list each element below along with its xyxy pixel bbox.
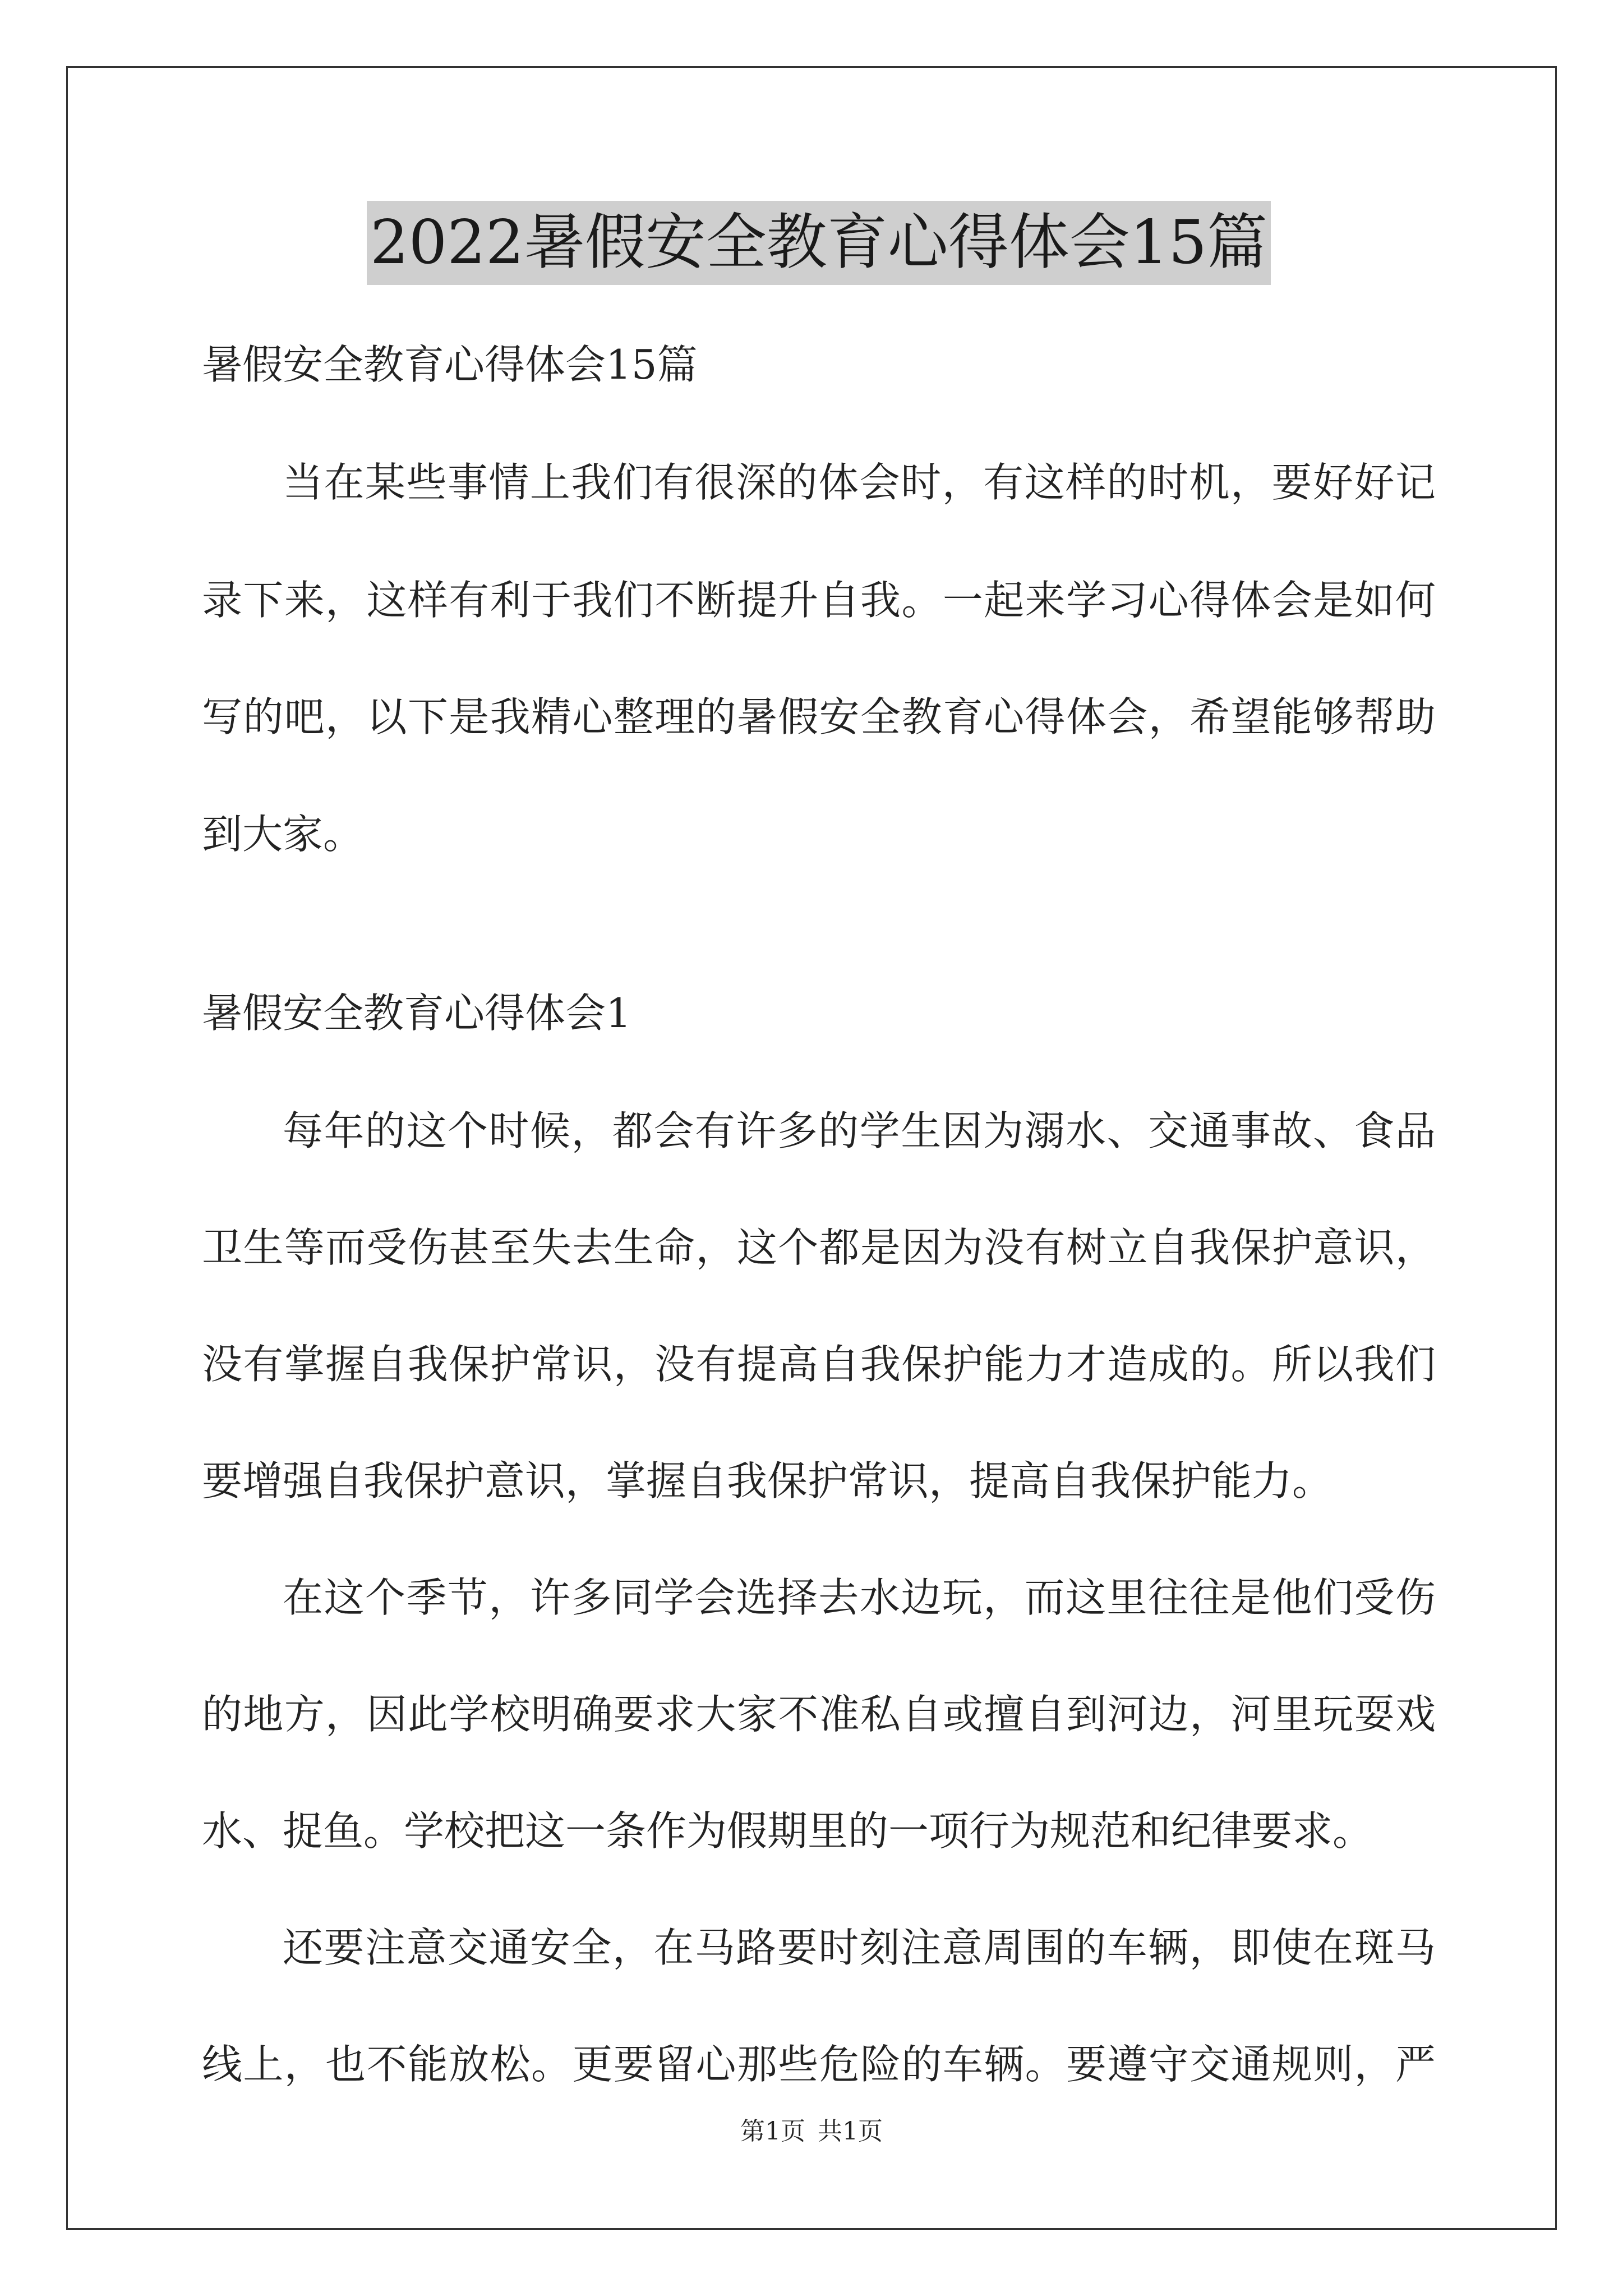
paragraph-line: 要增强自我保护意识，掌握自我保护常识，提高自我保护能力。 bbox=[202, 1457, 1333, 1504]
paragraph-line: 还要注意交通安全，在马路要时刻注意周围的车辆，即使在斑马 bbox=[283, 1924, 1436, 1971]
section-heading: 暑假安全教育心得体会1 bbox=[202, 990, 631, 1037]
paragraph-line: 到大家。 bbox=[202, 811, 364, 858]
paragraph-line: 水、捉鱼。学校把这一条作为假期里的一项行为规范和纪律要求。 bbox=[202, 1807, 1373, 1855]
title-wrapper bbox=[202, 201, 1436, 285]
subtitle-line: 暑假安全教育心得体会15篇 bbox=[202, 341, 698, 388]
paragraph-line: 录下来，这样有利于我们不断提升自我。一起来学习心得体会是如何 bbox=[202, 577, 1436, 624]
paragraph-line: 的地方，因此学校明确要求大家不准私自或擅自到河边，河里玩耍戏 bbox=[202, 1691, 1436, 1738]
paragraph-line: 每年的这个时候，都会有许多的学生因为溺水、交通事故、食品 bbox=[283, 1107, 1436, 1154]
page-number: 第1页 bbox=[740, 2117, 805, 2146]
page-total: 共1页 bbox=[818, 2117, 883, 2146]
paragraph-line: 在这个季节，许多同学会选择去水边玩，而这里往往是他们受伤 bbox=[283, 1574, 1436, 1621]
paragraph-line: 卫生等而受伤甚至失去生命，这个都是因为没有树立自我保护意识， bbox=[202, 1224, 1436, 1271]
paragraph-line: 写的吧，以下是我精心整理的暑假安全教育心得体会，希望能够帮助 bbox=[202, 693, 1436, 740]
document-title: 2022暑假安全教育心得体会15篇 bbox=[367, 201, 1271, 285]
paragraph-line: 当在某些事情上我们有很深的体会时，有这样的时机，要好好记 bbox=[283, 459, 1436, 506]
page-footer bbox=[0, 2115, 1623, 2148]
paragraph-line: 没有掌握自我保护常识，没有提高自我保护能力才造成的。所以我们 bbox=[202, 1341, 1436, 1388]
paragraph-line: 线上，也不能放松。更要留心那些危险的车辆。要遵守交通规则，严 bbox=[202, 2041, 1436, 2088]
